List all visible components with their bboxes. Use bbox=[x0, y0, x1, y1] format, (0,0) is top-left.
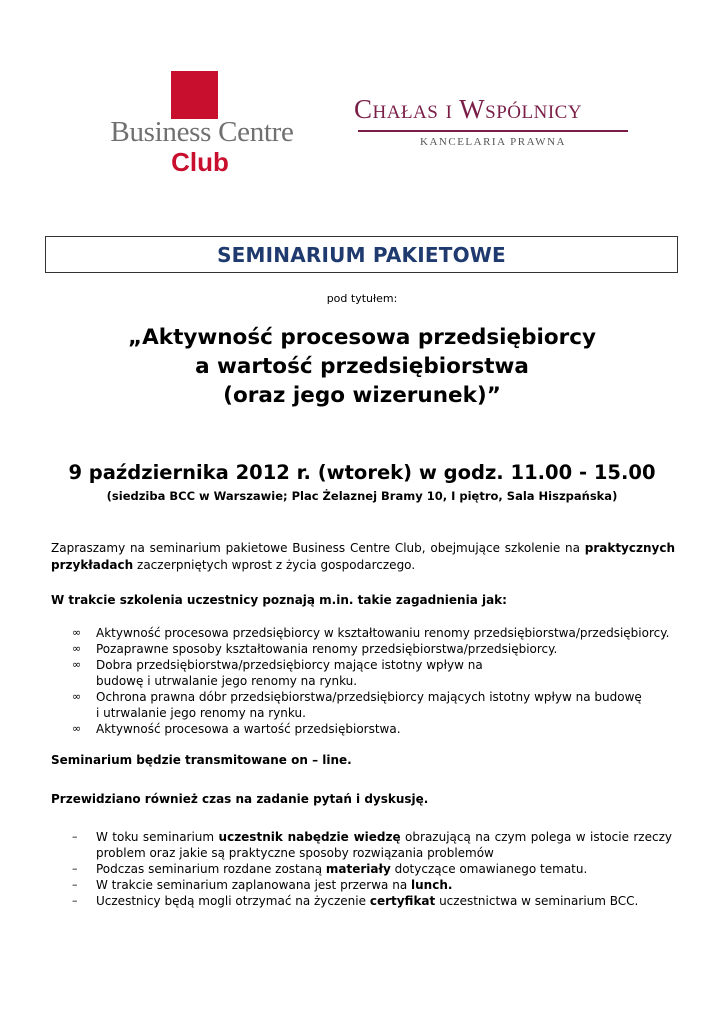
topics-heading: W trakcie szkolenia uczestnicy poznają m.in. takie zagadnienia jak: bbox=[51, 593, 507, 607]
chalas-logo-subtitle: KANCELARIA PRAWNA bbox=[420, 136, 566, 148]
page-title: SEMINARIUM PAKIETOWE bbox=[217, 242, 506, 267]
bcc-logo-club: Club bbox=[171, 147, 229, 177]
chalas-logo-divider bbox=[358, 130, 628, 132]
list-item: – Podczas seminarium rozdane zostaną materiały dotyczące omawianego tematu. bbox=[72, 862, 588, 876]
list-item: – Uczestnicy będą mogli otrzymać na życzenie certyfikat uczestnictwa w seminarium BCC. bbox=[72, 894, 639, 908]
details-list bbox=[72, 829, 672, 909]
qa-note: Przewidziano również czas na zadanie pytań i dyskusję. bbox=[51, 792, 429, 806]
date-line: 9 października 2012 r. (wtorek) w godz. 11.00 - 15.00 bbox=[68, 461, 656, 484]
dash-bullet-icon: – bbox=[72, 878, 78, 891]
topics-list bbox=[72, 625, 672, 737]
list-item: – W trakcie seminarium zaplanowana jest przerwa na lunch. bbox=[72, 878, 453, 892]
chalas-logo-name: Chałas i Wspólnicy bbox=[354, 94, 583, 124]
dash-bullet-icon: – bbox=[72, 894, 78, 907]
header-box bbox=[45, 236, 678, 273]
infinity-bullet-icon: ∞ bbox=[72, 690, 82, 703]
bcc-logo-name: Business Centre bbox=[110, 116, 294, 148]
intro-text: Zapraszamy na seminarium pakietowe Business Centre Club, obejmujące szkolenie na bbox=[51, 541, 585, 555]
infinity-bullet-icon: ∞ bbox=[72, 642, 82, 655]
list-item: ∞ Aktywność procesowa a wartość przedsiębiorstwa. bbox=[72, 722, 401, 736]
infinity-bullet-icon: ∞ bbox=[72, 626, 82, 639]
bcc-logo-square bbox=[171, 71, 218, 119]
dash-bullet-icon: – bbox=[72, 830, 78, 843]
seminar-title bbox=[0, 323, 724, 410]
subtitle: pod tytułem: bbox=[326, 292, 398, 305]
infinity-bullet-icon: ∞ bbox=[72, 658, 82, 671]
venue-line: (siedziba BCC w Warszawie; Plac Żelaznej Bramy 10, I piętro, Sala Hiszpańska) bbox=[106, 489, 618, 503]
intro-bold-text: praktycznych przykładach bbox=[51, 541, 675, 572]
list-item: ∞ Ochrona prawna dóbr przedsiębiorstwa/przedsiębiorcy mających istotny wpływ na budowę i utrwalanie jego renomy na rynku. bbox=[72, 690, 642, 720]
infinity-bullet-icon: ∞ bbox=[72, 722, 82, 735]
online-note: Seminarium będzie transmitowane on – line. bbox=[51, 753, 352, 767]
list-item: ∞ Aktywność procesowa przedsiębiorcy w kształtowaniu renomy przedsiębiorstwa/przedsiębiorcy. bbox=[72, 626, 670, 640]
seminar-title-line: (oraz jego wizerunek)” bbox=[223, 383, 501, 408]
intro-text: zaczerpniętych wprost z życia gospodarczego. bbox=[133, 558, 416, 572]
list-item: ∞ Pozaprawne sposoby kształtowania renomy przedsiębiorstwa/przedsiębiorcy. bbox=[72, 642, 558, 656]
list-item: ∞ Dobra przedsiębiorstwa/przedsiębiorcy mające istotny wpływ na budowę i utrwalanie jego renomy na rynku. bbox=[72, 658, 483, 688]
list-item: – W toku seminarium uczestnik nabędzie wiedzę obrazującą na czym polega w istocie rzeczy problem oraz jakie są praktyczne sposoby rozwiązania problemów bbox=[72, 830, 672, 860]
intro-paragraph bbox=[51, 540, 675, 574]
seminar-title-line: „Aktywność procesowa przedsiębiorcy bbox=[128, 325, 596, 350]
dash-bullet-icon: – bbox=[72, 862, 78, 875]
seminar-title-line: a wartość przedsiębiorstwa bbox=[195, 354, 529, 379]
